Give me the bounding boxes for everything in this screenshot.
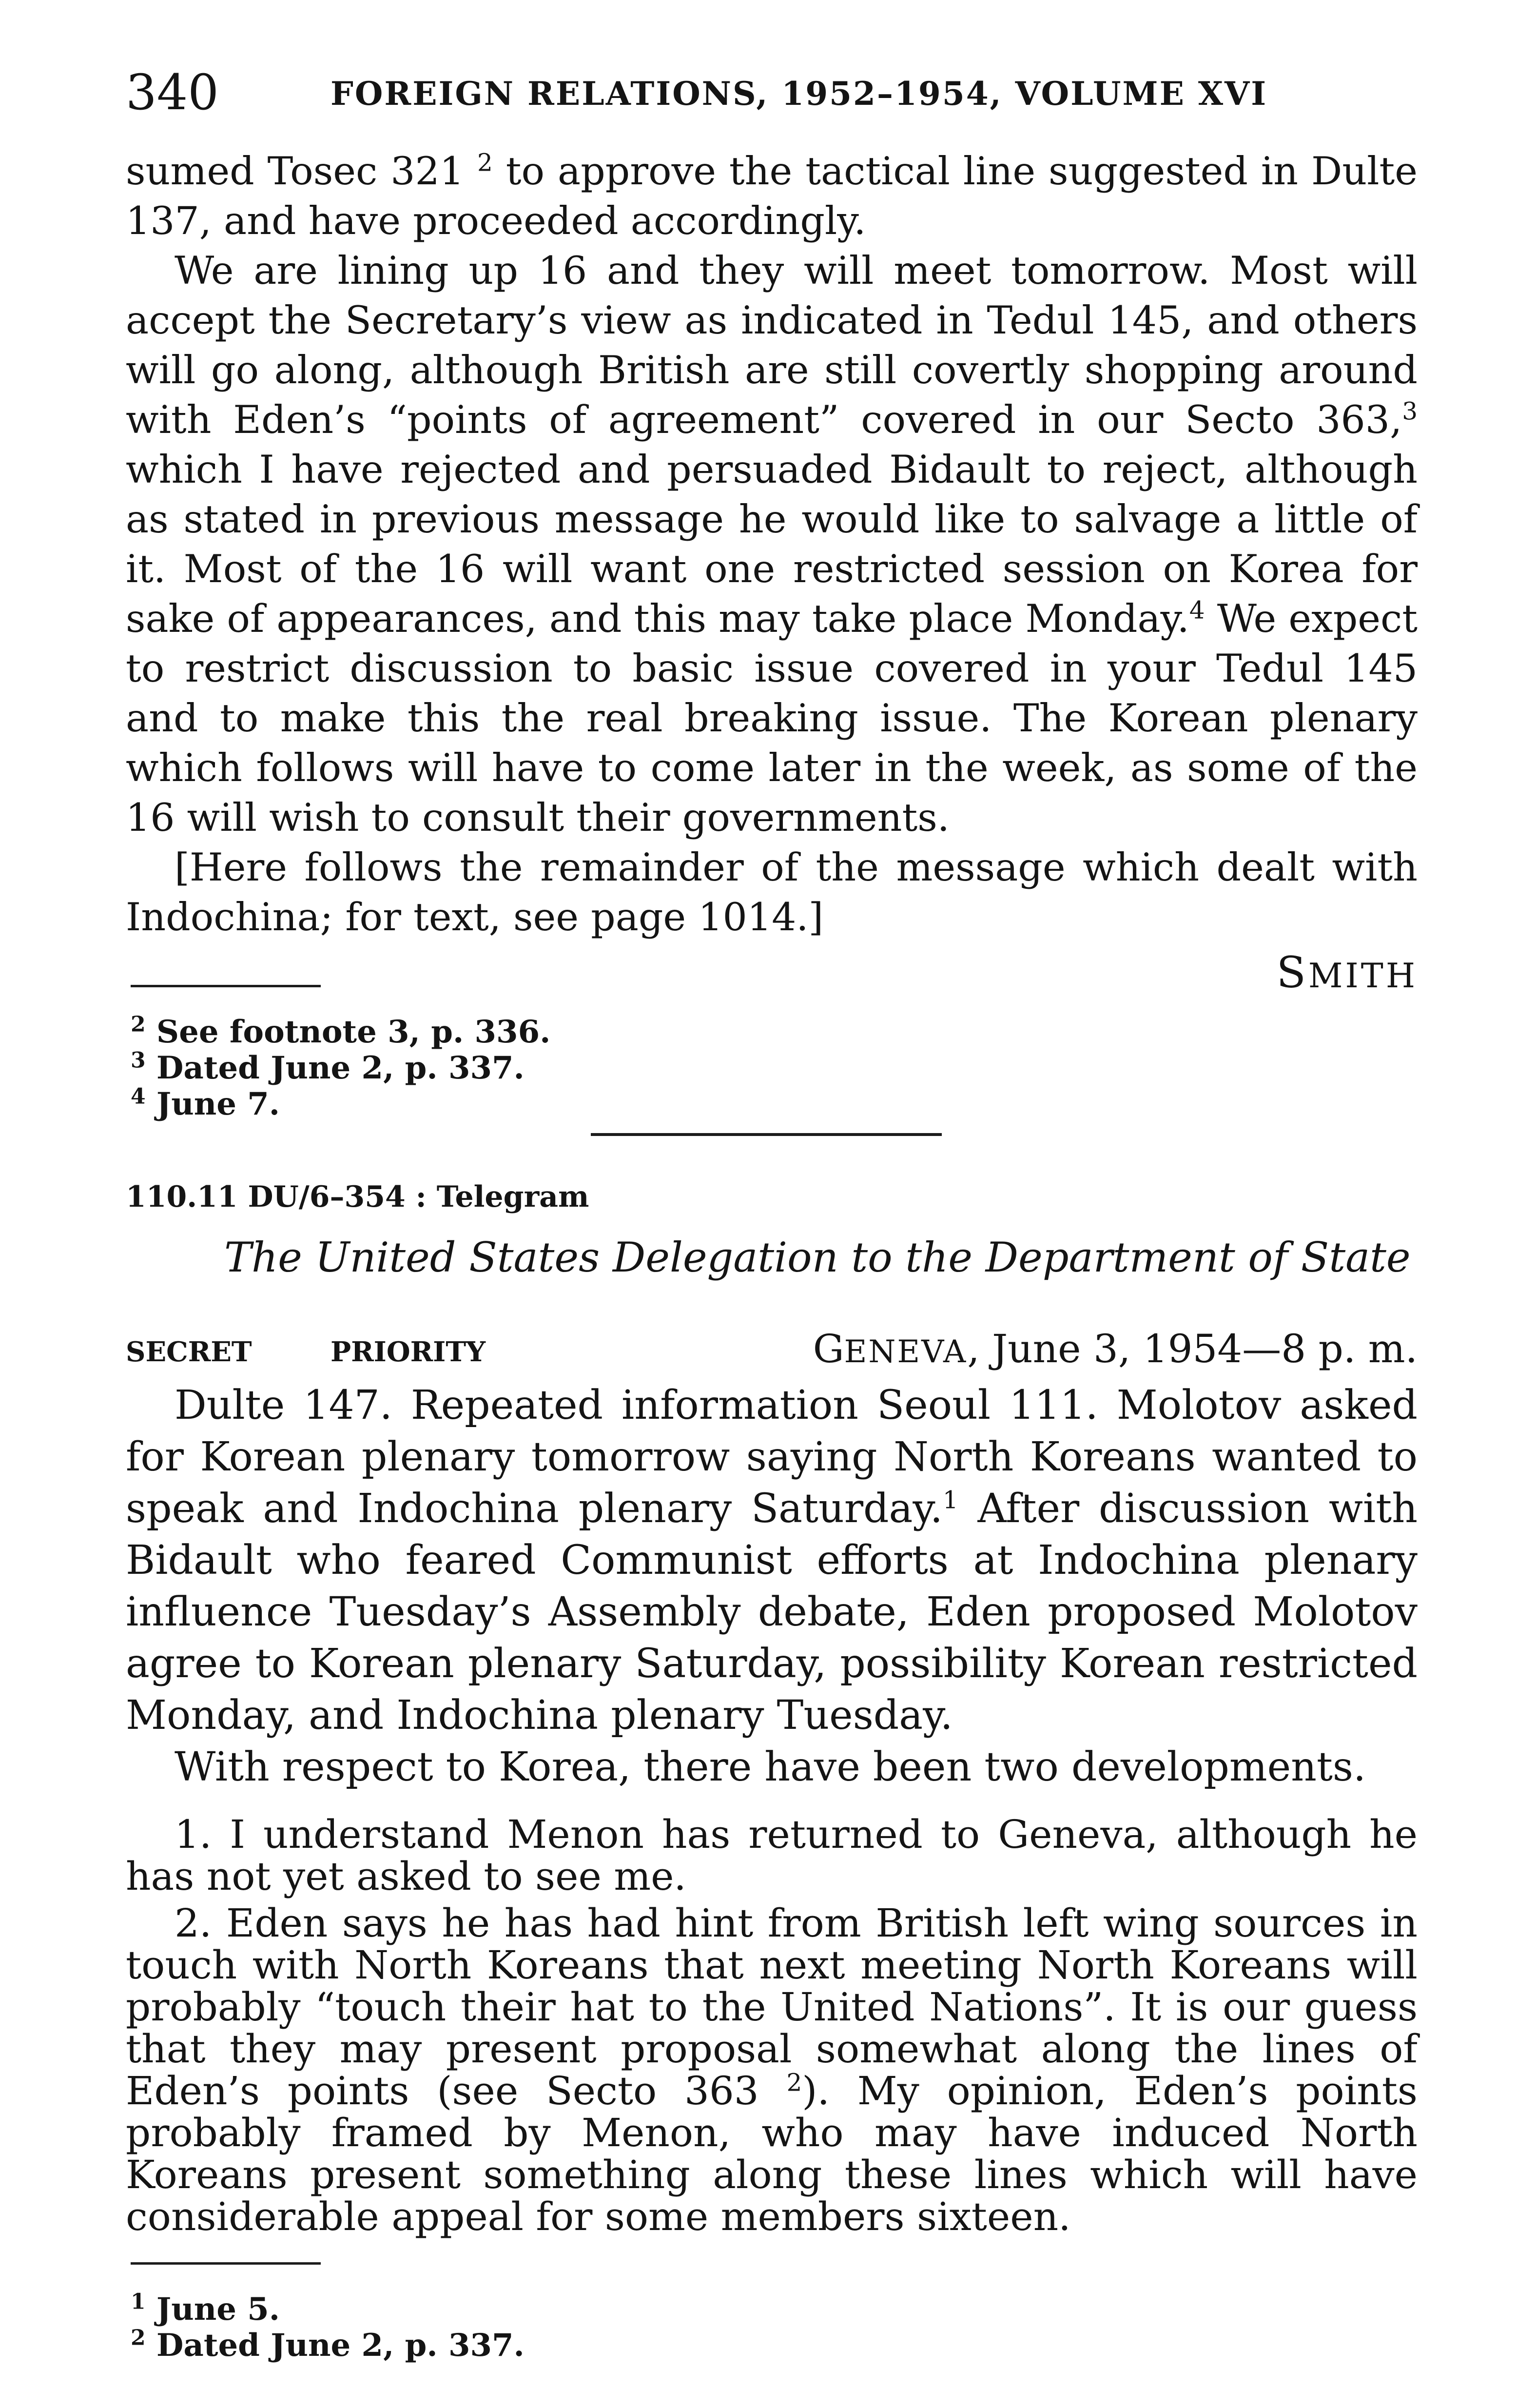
page-number: 340 (126, 64, 219, 121)
footnote: $^4$ June 7. (131, 1084, 280, 1122)
footnotes-upper (131, 1014, 550, 1122)
numbered-item-2: 2. Eden says he has had hint from British left wing sources in touch with North Koreans that next meeting North Koreans will probably “touch their hat to the United Nations”. It is our guess that they may present proposal somewhat along the lines of Eden’s points (see Secto 363 $^2$). My opinion, Eden’s points probably framed by Menon, who may have induced North Koreans present something along these lines which will have considerable appeal for some members sixteen. (126, 1900, 1418, 2239)
telegram-paragraph-1: Dulte 147. Repeated information Seoul 111. Molotov asked for Korean plenary tomorrow saying North Koreans wanted to speak and Indochina plenary Saturday.$^1$ After discussion with Bidault who feared Communist efforts at Indochina plenary influence Tuesday’s Assembly debate, Eden proposed Molotov agree to Korean plenary Saturday, possibility Korean restricted Monday, and Indochina plenary Tuesday. (126, 1382, 1418, 1739)
footnote: $^2$ See footnote 3, p. 336. (131, 1012, 551, 1050)
place-and-date: GENEVA, June 3, 1954—8 p. m. (813, 1326, 1418, 1371)
footnote: $^3$ Dated June 2, p. 337. (131, 1048, 525, 1086)
precedence: PRIORITY (331, 1336, 486, 1368)
editorial-note: [Here follows the remainder of the message which dealt with Indochina; for text, see page 1014.] (126, 845, 1418, 940)
document-title: The United States Delegation to the Department of State (224, 1233, 1411, 1281)
running-head: FOREIGN RELATIONS, 1952–1954, VOLUME XVI (331, 75, 1268, 113)
page-header (126, 59, 1418, 127)
signature: SMITH (1276, 947, 1418, 998)
footnotes-lower (131, 2291, 525, 2364)
document-file-id: 110.11 DU/6–354 : Telegram (126, 1180, 589, 1214)
telegram-paragraph-2: With respect to Korea, there have been two developments. (175, 1744, 1366, 1790)
telegram-text (126, 1380, 1418, 1793)
continuation-text (126, 146, 1418, 1001)
footnote: $^1$ June 5. (131, 2289, 280, 2328)
continuation-paragraph-1: sumed Tosec 321 $^2$ to approve the tactical line suggested in Dulte 137, and have proceeded accordingly. (126, 148, 1418, 243)
document-separator (591, 1133, 942, 1136)
footnote-rule (131, 985, 321, 987)
dateline (126, 1326, 1418, 1380)
continuation-paragraph-2: We are lining up 16 and they will meet tomorrow. Most will accept the Secretary’s view as indicated in Tedul 145, and others will go along, although British are still covertly shopping around with Eden’s “points of agreement” covered in our Secto 363,$^3$ which I have rejected and persuaded Bidault to reject, although as stated in previous message he would like to salvage a little of it. Most of the 16 will want one restricted session on Korea for sake of appearances, and this may take place Monday.$^4$ We expect to restrict discussion to basic issue covered in your Tedul 145 and to make this the real breaking issue. The Korean plenary which follows will have to come later in the week, as some of the 16 will wish to consult their governments. (126, 248, 1418, 840)
footnote-rule (131, 2262, 321, 2265)
telegram-numbered-items (126, 1814, 1418, 2243)
footnote: $^2$ Dated June 2, p. 337. (131, 2325, 525, 2364)
classification: SECRET (126, 1336, 252, 1368)
numbered-item-1: 1. I understand Menon has returned to Geneva, although he has not yet asked to see me. (126, 1812, 1418, 1899)
